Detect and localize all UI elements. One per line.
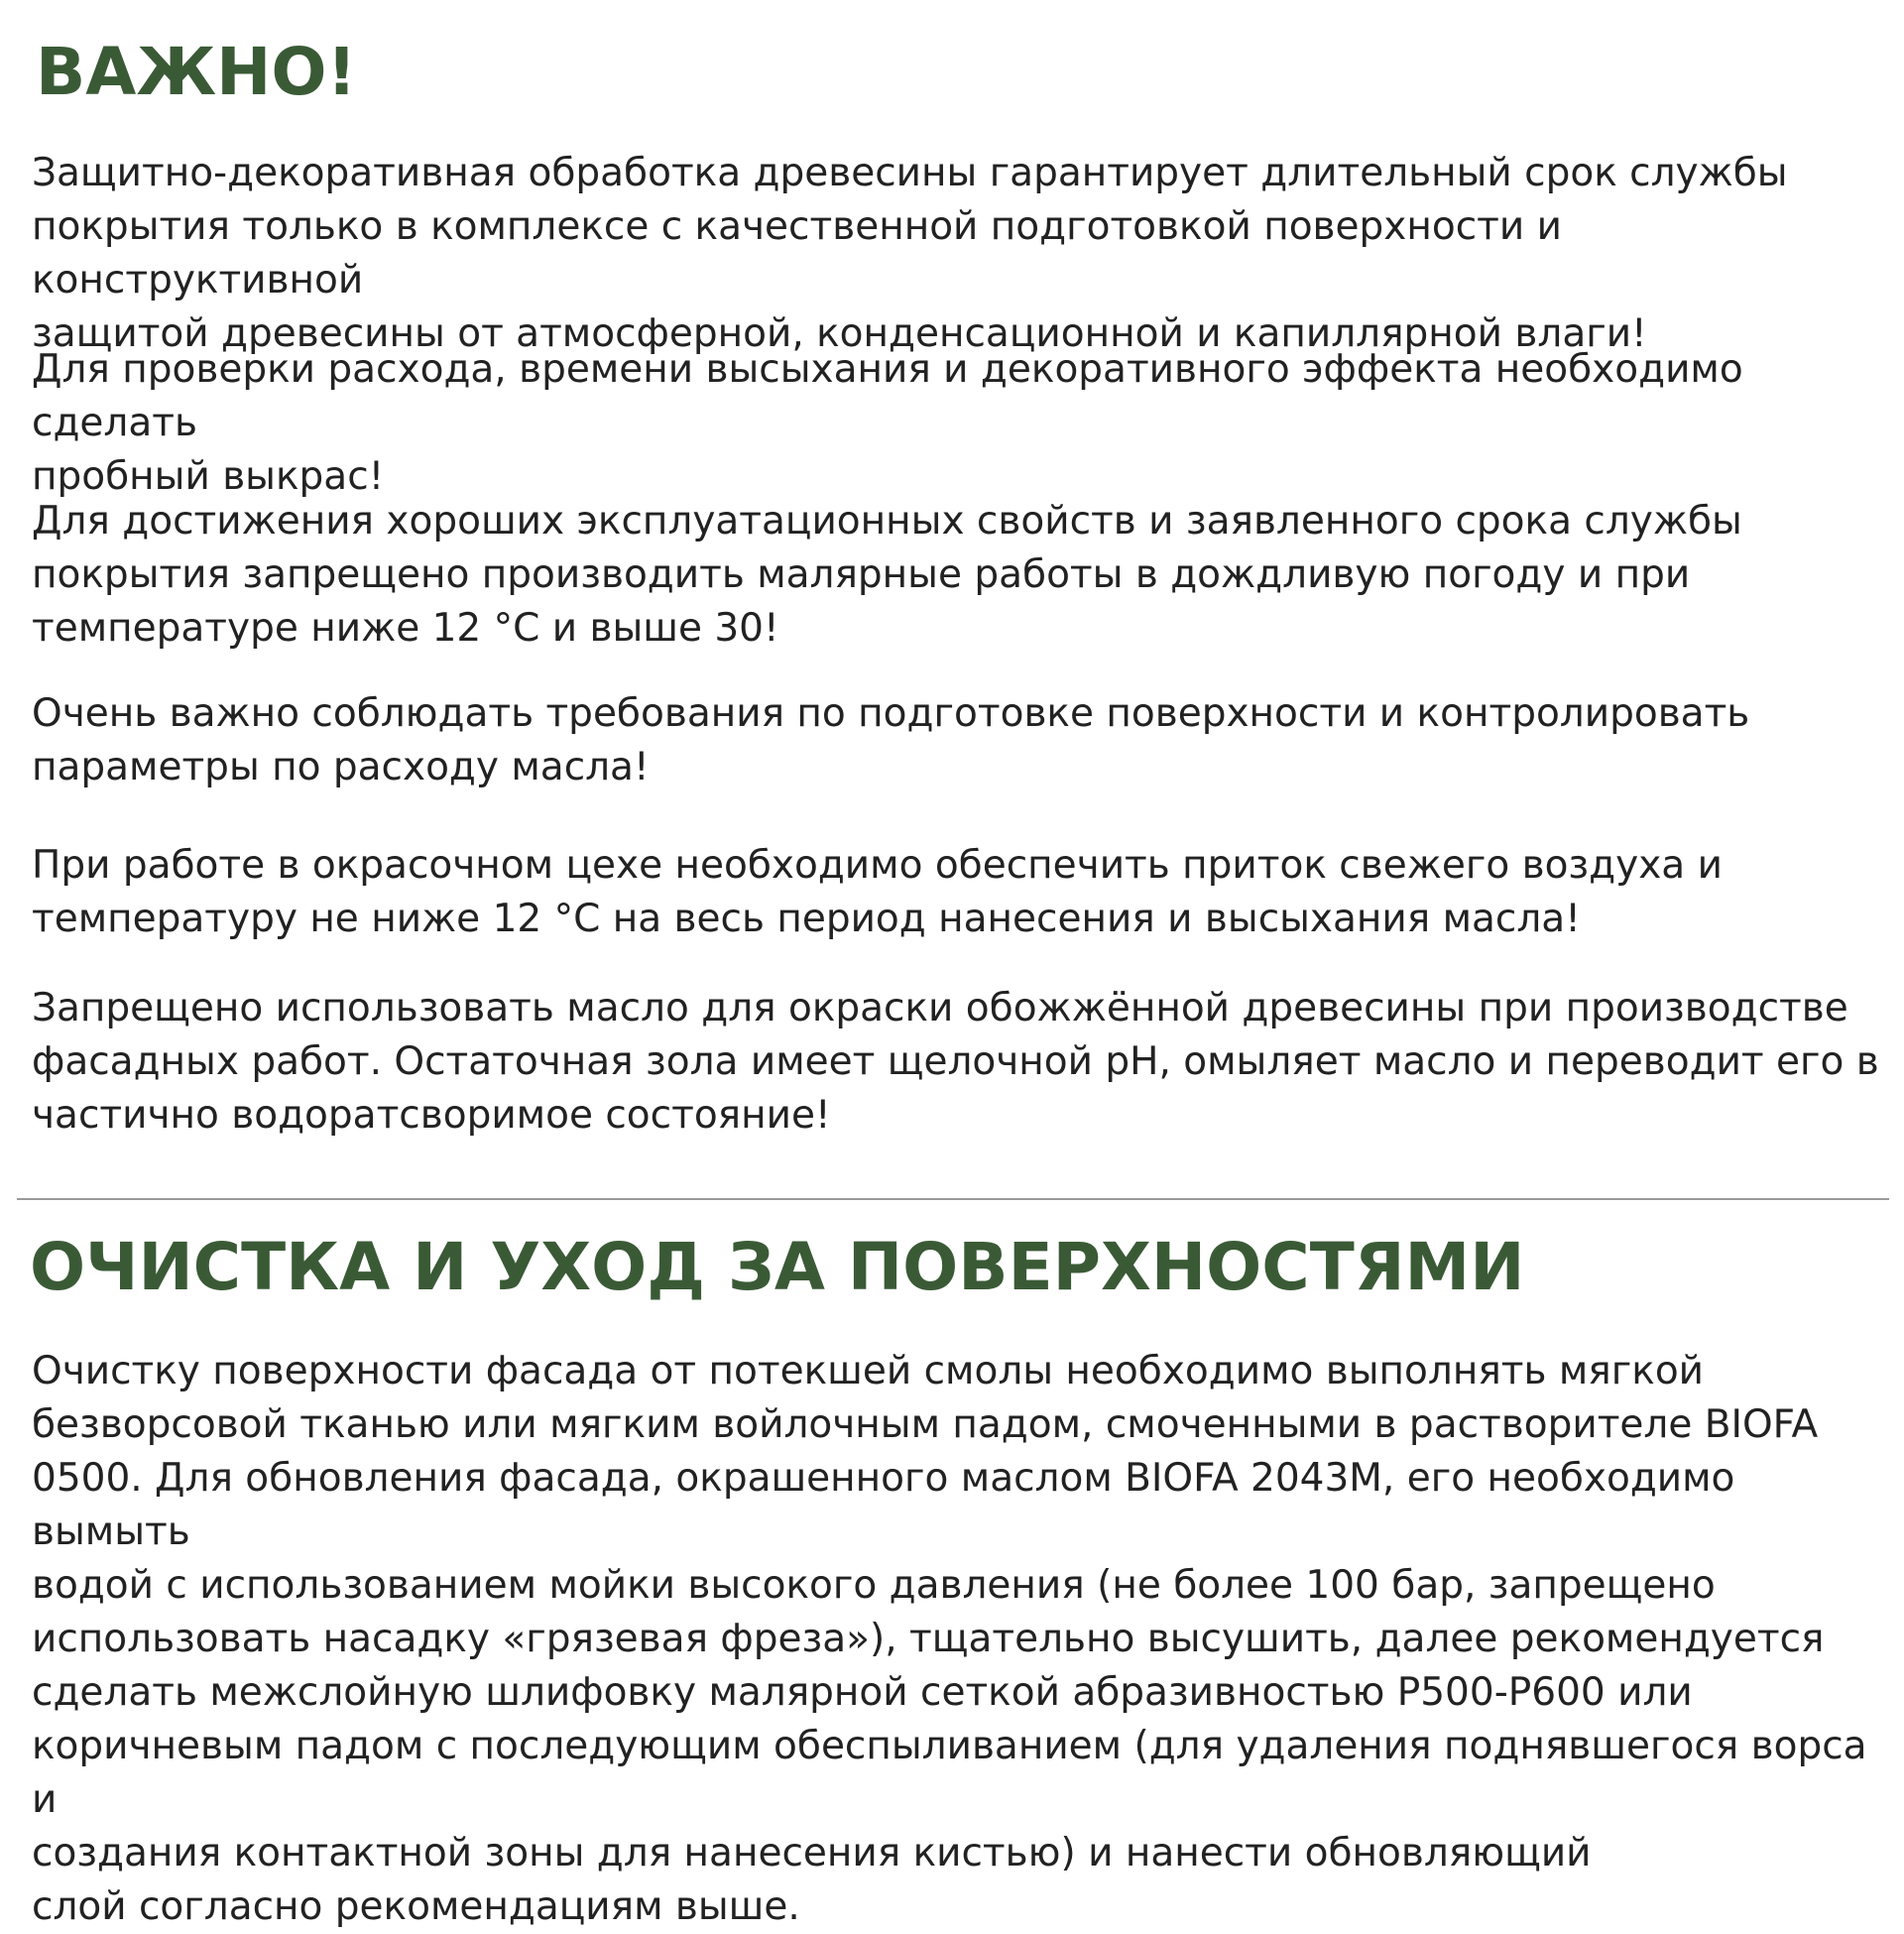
paragraph-burnt-wood-warning: Запрещено использовать масло для окраски обожжённой древесины при производстве фасадных работ. Остаточная зола имеет щелочной pH, омыляет масло и переводит его в частично водоратсворимое состояние! (32, 986, 1879, 1138)
section-title-important: ВАЖНО! (36, 34, 357, 110)
paragraph-surface-protection: Защитно-декоративная обработка древесины гарантирует длительный срок службы покрытия только в комплексе с качественной подготовкой поверхности и конструктивной защитой древесины от атмосферной, конденсационной и капиллярной влаги! (32, 151, 1788, 356)
paragraph-weather-conditions: Для достижения хороших эксплуатационных свойств и заявленного срока службы покрытия запрещено производить малярные работы в дождливую погоду и при температуре ниже 12 °C и выше 30! (32, 499, 1742, 651)
section-title-care: ОЧИСТКА И УХОД ЗА ПОВЕРХНОСТЯМИ (30, 1229, 1525, 1305)
paragraph-preparation-requirements: Очень важно соблюдать требования по подготовке поверхности и контролировать параметры по расходу масла! (32, 691, 1750, 789)
paragraph-workshop-conditions: При работе в окрасочном цехе необходимо обеспечить приток свежего воздуха и температуру не ниже 12 °C на весь период нанесения и высыхания масла! (32, 843, 1723, 941)
section-divider (17, 1198, 1889, 1200)
paragraph-cleaning-and-care: Очистку поверхности фасада от потекшей смолы необходимо выполнять мягкой безворсовой тканью или мягким войлочным падом, смоченными в растворителе BIOFA 0500. Для обновления фасада, окрашенного маслом BIOFA 2043M, его необходимо вымыть водой с использованием мойки высокого давления (не более 100 бар, запрещено использовать насадку «грязевая фреза»), тщательно высушить, далее рекомендуется сделать межслойную шлифовку малярной сеткой абразивностью P500-P600 или коричневым падом с последующим обеспыливанием (для удаления поднявшегося ворса и создания контактной зоны для нанесения кистью) и нанести обновляющий слой согласно рекомендациям выше. (32, 1349, 1867, 1929)
paragraph-test-coating: Для проверки расхода, времени высыхания и декоративного эффекта необходимо сделать пробный выкрас! (32, 347, 1743, 499)
